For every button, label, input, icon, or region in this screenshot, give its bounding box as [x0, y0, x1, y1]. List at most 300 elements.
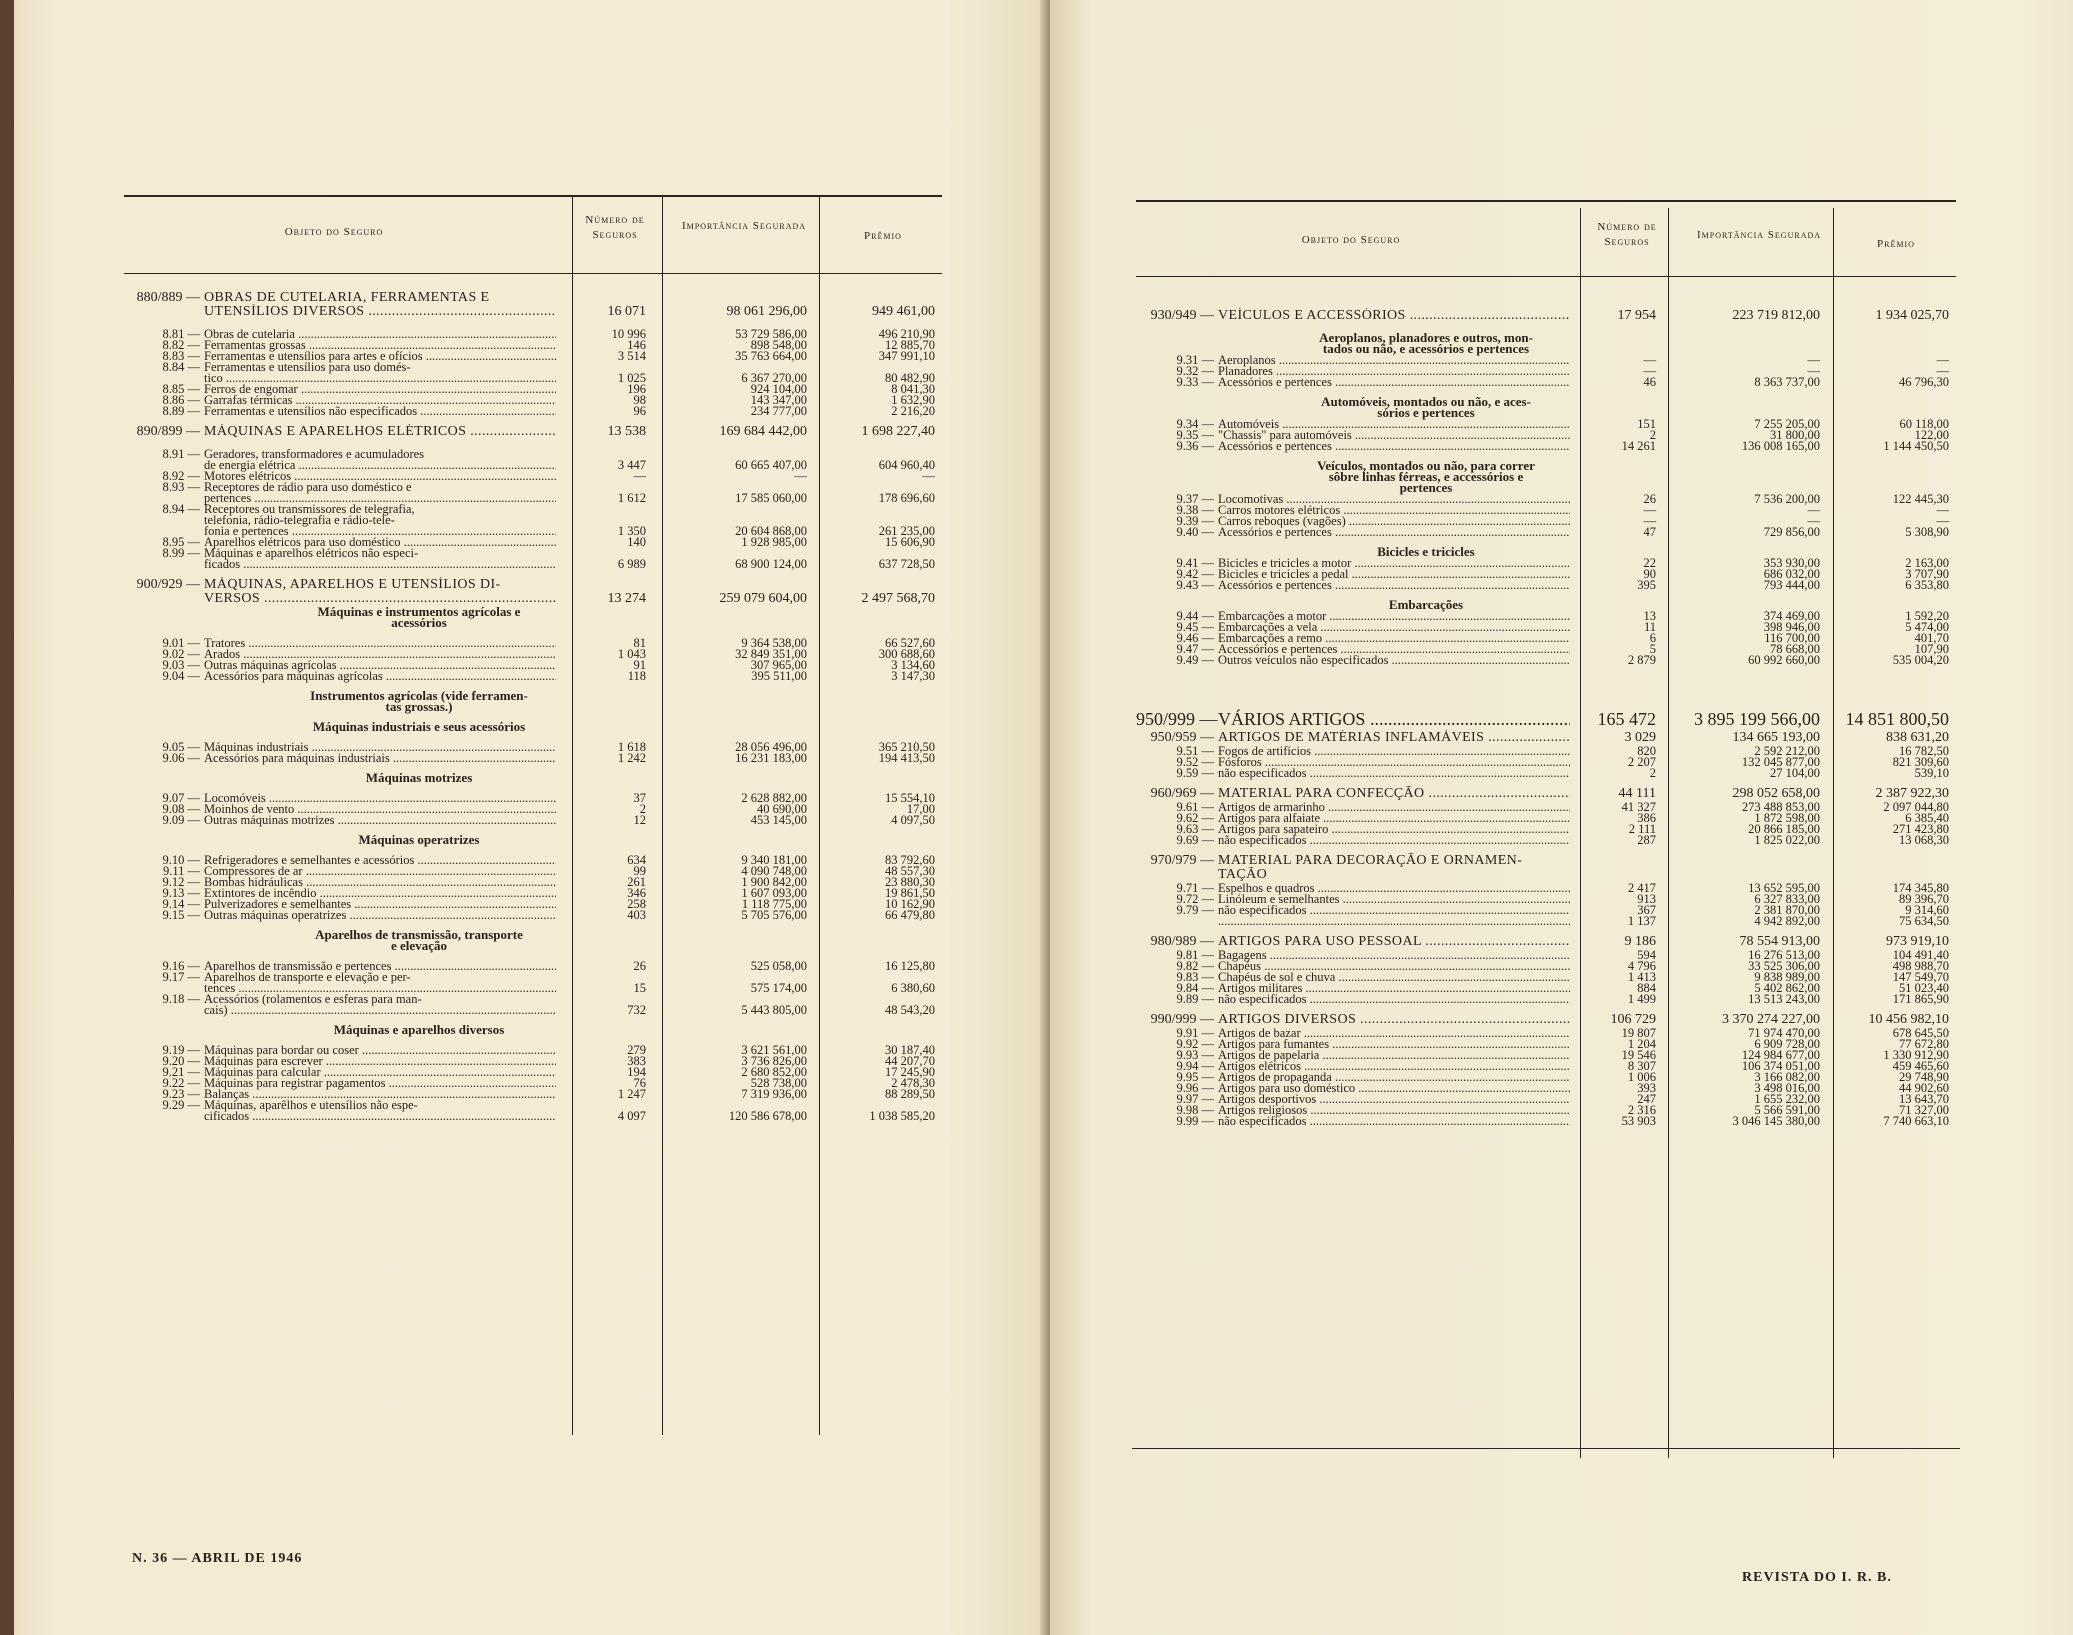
premio: 2 478,30: [891, 1076, 935, 1090]
numero-seguros: 140: [627, 535, 646, 549]
numero-seguros: 386: [1637, 811, 1656, 825]
item-code: 9.22 —: [162, 1076, 200, 1090]
item-label: MATERIAL PARA CONFECÇÃO .....: [1218, 786, 1570, 802]
premio: 60 118,00: [1899, 417, 1949, 431]
premio: 17,00: [906, 802, 935, 816]
premio: 83 792,60: [885, 853, 935, 867]
item-code: 9.97 —: [1176, 1092, 1214, 1106]
importancia-segurada: 234 777,00: [750, 404, 807, 418]
importancia-segurada: 13 652 595,00: [1748, 881, 1820, 895]
importancia-segurada: 1 872 598,00: [1754, 811, 1820, 825]
header-importancia: Importância Segurada: [1696, 229, 1822, 241]
item-label: VEÍCULOS E ACCESSÓRIOS .....: [1218, 308, 1570, 324]
importancia-segurada: 98 061 296,00: [726, 304, 807, 319]
item-label: Artigos de bazar .....: [1218, 1026, 1570, 1040]
numero-seguros: 6 989: [617, 557, 646, 571]
header-importancia: Importância Segurada: [681, 220, 807, 232]
premio: 678 645,50: [1892, 1026, 1949, 1040]
item-label: telefonia, rádio-telegrafia e rádio-tele-: [204, 513, 395, 527]
numero-seguros: 15: [633, 981, 646, 995]
item-code: 9.32 —: [1176, 364, 1214, 378]
importancia-segurada: 1 118 775,00: [741, 897, 807, 911]
item-code: 9.69 —: [1176, 833, 1214, 847]
item-label: cificados .....: [204, 1109, 556, 1123]
numero-seguros: 913: [1637, 892, 1656, 906]
item-code: 950/959 —: [1150, 730, 1214, 745]
table-row: [124, 557, 942, 571]
importancia-segurada: 528 738,00: [750, 1076, 807, 1090]
premio: 604 960,40: [878, 458, 935, 472]
item-label: tences .....: [204, 981, 556, 995]
item-code: 9.07 —: [162, 791, 200, 805]
premio: 9 314,60: [1905, 903, 1949, 917]
premio: 10 162,90: [885, 897, 935, 911]
premio: 8 041,30: [891, 382, 935, 396]
category-label: Máquinas motrizes: [365, 771, 473, 785]
item-code: 970/979 —: [1150, 853, 1214, 868]
item-label: TAÇÃO: [1218, 867, 1268, 882]
numero-seguros: 41 327: [1621, 800, 1656, 814]
importancia-segurada: 35 763 664,00: [735, 349, 807, 363]
item-label: Acessórios para máquinas agrícolas .....: [204, 669, 556, 683]
premio: 5 308,90: [1905, 525, 1949, 539]
premio: 261 235,00: [878, 524, 935, 538]
item-label: Artigos para uso doméstico .....: [1218, 1081, 1570, 1095]
premio: 4 097,50: [891, 813, 935, 827]
item-label: Chapéus de sol e chuva .....: [1218, 970, 1570, 984]
premio: 3 707,90: [1905, 567, 1949, 581]
numero-seguros: 10 996: [611, 327, 646, 341]
premio: 48 557,30: [885, 864, 935, 878]
numero-seguros: 96: [633, 404, 646, 418]
importancia-segurada: 298 052 658,00: [1732, 786, 1820, 801]
importancia-segurada: 6 367 270,00: [741, 371, 807, 385]
category-label: e elevação: [391, 939, 447, 953]
importancia-segurada: 53 729 586,00: [735, 327, 807, 341]
numero-seguros: 47: [1643, 525, 1656, 539]
numero-seguros: 1 006: [1627, 1070, 1656, 1084]
item-code: 9.33 —: [1176, 375, 1214, 389]
item-code: 980/989 —: [1150, 934, 1214, 949]
item-code: 9.03 —: [162, 658, 200, 672]
item-code: 9.08 —: [162, 802, 200, 816]
premio: 10 456 982,10: [1868, 1012, 1949, 1027]
numero-seguros: 2: [1649, 766, 1656, 780]
item-label: Artigos para fumantes .....: [1218, 1037, 1570, 1051]
numero-seguros: 8 307: [1627, 1059, 1656, 1073]
importancia-segurada: 124 984 677,00: [1741, 1048, 1820, 1062]
premio: 107,90: [1914, 642, 1949, 656]
item-label: Outros veículos não especificados .....: [1218, 653, 1570, 667]
item-label: Acessórios e pertences .....: [1218, 375, 1570, 389]
numero-seguros: 2 207: [1627, 755, 1656, 769]
item-label: Bagagens .....: [1218, 948, 1570, 962]
premio: 46 796,30: [1899, 375, 1949, 389]
item-label: Embarcações a vela .....: [1218, 620, 1570, 634]
numero-seguros: 247: [1637, 1092, 1656, 1106]
numero-seguros: 99: [633, 864, 646, 878]
item-code: 9.39 —: [1176, 514, 1214, 528]
premio: 71 327,00: [1899, 1103, 1949, 1117]
item-code: 9.49 —: [1176, 653, 1214, 667]
premio: 75 634,50: [1899, 914, 1949, 928]
premio: 2 497 568,70: [861, 591, 935, 606]
numero-seguros: 403: [627, 908, 646, 922]
item-code: 9.38 —: [1176, 503, 1214, 517]
importancia-segurada: 78 668,00: [1770, 642, 1820, 656]
item-label: Fósforos .....: [1218, 755, 1570, 769]
table-row: [124, 751, 942, 765]
premio: 147 549,70: [1892, 970, 1949, 984]
importancia-segurada: 1 825 022,00: [1754, 833, 1820, 847]
importancia-segurada: 3 046 145 380,00: [1732, 1114, 1820, 1128]
header-premio: Prêmio: [1877, 238, 1915, 250]
item-code: 9.44 —: [1176, 609, 1214, 623]
numero-seguros: 194: [627, 1065, 646, 1079]
item-label: Artigos elétricos .....: [1218, 1059, 1570, 1073]
item-code: 8.93 —: [162, 480, 200, 494]
premio: 347 991,10: [878, 349, 935, 363]
premio: 637 728,50: [878, 557, 935, 571]
importancia-segurada: 31 800,00: [1770, 428, 1820, 442]
item-code: 8.84 —: [162, 360, 200, 374]
numero-seguros: 81: [633, 636, 646, 650]
category-label: acessórios: [391, 616, 447, 630]
numero-seguros: 395: [1637, 578, 1656, 592]
item-code: 9.89 —: [1176, 992, 1214, 1006]
category-label: Máquinas operatrizes: [358, 833, 480, 847]
item-label: Carros motores elétricos .....: [1218, 503, 1570, 517]
item-label: Artigos para sapateiro .....: [1218, 822, 1570, 836]
numero-seguros: —: [633, 469, 646, 483]
premio: 838 631,20: [1886, 730, 1949, 745]
numero-seguros: 258: [627, 897, 646, 911]
importancia-segurada: 3 166 082,00: [1754, 1070, 1820, 1084]
importancia-segurada: 60 665 407,00: [735, 458, 807, 472]
premio: —: [1936, 514, 1949, 528]
item-label: Máquinas para bordar ou coser .....: [204, 1043, 556, 1057]
item-code: 9.81 —: [1176, 948, 1214, 962]
premio: 16 125,80: [885, 959, 935, 973]
numero-seguros: 6: [1649, 631, 1656, 645]
importancia-segurada: 16 231 183,00: [735, 751, 807, 765]
item-code: 880/889 —: [136, 290, 200, 305]
premio: 66 527,60: [885, 636, 935, 650]
category-label: sórios e pertences: [1377, 406, 1475, 420]
item-label: ficados .....: [204, 557, 556, 571]
numero-seguros: 13: [1643, 609, 1656, 623]
item-label: VÁRIOS ARTIGOS .....: [1218, 709, 1570, 729]
importancia-segurada: 68 900 124,00: [735, 557, 807, 571]
importancia-segurada: 453 145,00: [750, 813, 807, 827]
importancia-segurada: 5 402 862,00: [1754, 981, 1820, 995]
footer-journal: REVISTA DO I. R. B.: [1742, 1570, 1892, 1585]
numero-seguros: 196: [627, 382, 646, 396]
item-code: 9.10 —: [162, 853, 200, 867]
importancia-segurada: 3 736 826,00: [741, 1054, 807, 1068]
numero-seguros: —: [1643, 353, 1656, 367]
premio: 2 216,20: [891, 404, 935, 418]
importancia-segurada: 27 104,00: [1770, 766, 1820, 780]
numero-seguros: 17 954: [1617, 308, 1656, 323]
numero-seguros: 2 417: [1627, 881, 1656, 895]
item-code: 9.62 —: [1176, 811, 1214, 825]
section-row: [1136, 709, 1956, 729]
item-label: Máquinas industriais .....: [204, 740, 556, 754]
numero-seguros: 146: [627, 338, 646, 352]
item-label: Aparelhos elétricos para uso doméstico .....: [204, 535, 556, 549]
item-label: Receptores de rádio para uso doméstico e: [204, 480, 412, 494]
numero-seguros: 279: [627, 1043, 646, 1057]
numero-seguros: 1 204: [1627, 1037, 1656, 1051]
item-code: 9.82 —: [1176, 959, 1214, 973]
importancia-segurada: 2 680 852,00: [741, 1065, 807, 1079]
category-label: Aparelhos de transmissão, transporte: [315, 928, 523, 942]
item-code: 9.34 —: [1176, 417, 1214, 431]
premio: 1 144 450,50: [1883, 439, 1949, 453]
premio: 12 885,70: [885, 338, 935, 352]
premio: 459 465,60: [1892, 1059, 1949, 1073]
item-label: Moinhos de vento .....: [204, 802, 556, 816]
importancia-segurada: 3 895 199 566,00: [1694, 709, 1820, 729]
importancia-segurada: 3 370 274 227,00: [1722, 1012, 1820, 1027]
premio: 80 482,90: [885, 371, 935, 385]
premio: 122 445,30: [1892, 492, 1949, 506]
premio: 89 396,70: [1899, 892, 1949, 906]
item-code: 9.20 —: [162, 1054, 200, 1068]
item-code: 9.52 —: [1176, 755, 1214, 769]
item-code: 9.93 —: [1176, 1048, 1214, 1062]
item-label: Artigos de propaganda .....: [1218, 1070, 1570, 1084]
item-label: não especificados .....: [1218, 766, 1570, 780]
importancia-segurada: 1 655 232,00: [1754, 1092, 1820, 1106]
category-heading: [124, 1023, 942, 1037]
premio: 66 479,80: [885, 908, 935, 922]
premio: 15 606,90: [885, 535, 935, 549]
premio: 821 309,60: [1892, 755, 1949, 769]
premio: 300 688,60: [878, 647, 935, 661]
item-label: Chapéus .....: [1218, 959, 1570, 973]
table-row: [1136, 992, 1956, 1006]
numero-seguros: 2 316: [1627, 1103, 1656, 1117]
importancia-segurada: 5 705 576,00: [741, 908, 807, 922]
table-row: [1136, 578, 1956, 592]
importancia-segurada: 374 469,00: [1763, 609, 1820, 623]
numero-seguros: 634: [627, 853, 646, 867]
importancia-segurada: 4 090 748,00: [741, 864, 807, 878]
item-code: 9.63 —: [1176, 822, 1214, 836]
importancia-segurada: 273 488 853,00: [1741, 800, 1820, 814]
importancia-segurada: 395 511,00: [751, 669, 807, 683]
item-label: Compressores de ar .....: [204, 864, 556, 878]
item-code: 9.72 —: [1176, 892, 1214, 906]
item-label: Arados .....: [204, 647, 556, 661]
item-label: Aparelhos de transmissão e pertences .....: [204, 959, 556, 973]
numero-seguros: 2: [1649, 428, 1656, 442]
premio: 3 134,60: [891, 658, 935, 672]
item-label: [1218, 914, 1570, 928]
item-label: OBRAS DE CUTELARIA, FERRAMENTAS E: [204, 290, 490, 305]
category-label: Instrumentos agrícolas (vide ferramen-: [310, 689, 528, 703]
item-code: 8.86 —: [162, 393, 200, 407]
premio: 122,00: [1914, 428, 1949, 442]
importancia-segurada: 6 327 833,00: [1754, 892, 1820, 906]
importancia-segurada: 1 928 985,00: [741, 535, 807, 549]
importancia-segurada: —: [1807, 353, 1820, 367]
numero-seguros: 367: [1637, 903, 1656, 917]
item-code: 9.46 —: [1176, 631, 1214, 645]
premio: 178 696,60: [878, 491, 935, 505]
item-label: Fogos de artifícios .....: [1218, 744, 1570, 758]
table-row: [1136, 525, 1956, 539]
numero-seguros: 16 071: [607, 304, 646, 319]
importancia-segurada: 575 174,00: [750, 981, 807, 995]
item-label: Outras máquinas agrícolas .....: [204, 658, 556, 672]
numero-seguros: 91: [633, 658, 646, 672]
item-label: Linóleum e semelhantes .....: [1218, 892, 1570, 906]
table-top-rule: [1136, 200, 1956, 202]
item-label: ARTIGOS DE MATÉRIAS INFLAMÁVEIS .....: [1218, 730, 1570, 746]
item-code: 8.82 —: [162, 338, 200, 352]
item-label: cais) .....: [204, 1003, 556, 1017]
item-code: 9.19 —: [162, 1043, 200, 1057]
item-label: Obras de cutelaria .....: [204, 327, 556, 341]
premio: 6 380,60: [891, 981, 935, 995]
category-heading: [124, 700, 942, 714]
importancia-segurada: 398 946,00: [1763, 620, 1820, 634]
numero-seguros: 106 729: [1610, 1012, 1656, 1027]
item-label: UTENSÍLIOS DIVERSOS .....: [204, 304, 556, 320]
numero-seguros: 732: [627, 1003, 646, 1017]
item-code: 9.11 —: [162, 864, 200, 878]
importancia-segurada: 729 856,00: [1763, 525, 1820, 539]
right-page: [1050, 0, 2073, 1635]
importancia-segurada: 7 255 205,00: [1754, 417, 1820, 431]
numero-seguros: 346: [627, 886, 646, 900]
importancia-segurada: 78 554 913,00: [1739, 934, 1820, 949]
category-label: Máquinas e instrumentos agrícolas e: [317, 605, 521, 619]
item-label: de energia elétrica .....: [204, 458, 556, 472]
numero-seguros: 13 274: [607, 591, 646, 606]
importancia-segurada: 106 374 051,00: [1741, 1059, 1820, 1073]
item-code: 9.47 —: [1176, 642, 1214, 656]
item-label: Ferramentas e utensílios não especificados .....: [204, 404, 556, 418]
item-code: 9.41 —: [1176, 556, 1214, 570]
item-code: 8.99 —: [162, 546, 200, 560]
importancia-segurada: 7 319 936,00: [741, 1087, 807, 1101]
item-label: Bombas hidráulicas .....: [204, 875, 556, 889]
item-label: fonia e pertences .....: [204, 524, 556, 538]
importancia-segurada: 4 942 892,00: [1754, 914, 1820, 928]
item-code: 9.09 —: [162, 813, 200, 827]
numero-seguros: 3 514: [617, 349, 646, 363]
importancia-segurada: 3 498 016,00: [1754, 1081, 1820, 1095]
numero-seguros: 76: [633, 1076, 646, 1090]
item-label: Máquinas, aparêlhos e utensílios não espe-: [204, 1098, 418, 1112]
category-heading: [124, 939, 942, 953]
item-label: ARTIGOS PARA USO PESSOAL .....: [1218, 934, 1570, 950]
header-objeto: Objeto do Seguro: [284, 226, 384, 238]
premio: 19 861,50: [885, 886, 935, 900]
item-label: Refrigeradores e semelhantes e acessórios .....: [204, 853, 556, 867]
premio: —: [922, 469, 935, 483]
category-label: Automóveis, montados ou não, e aces-: [1321, 395, 1531, 409]
premio: 535 004,20: [1892, 653, 1949, 667]
item-label: Extintores de incêndio .....: [204, 886, 556, 900]
item-code: 9.35 —: [1176, 428, 1214, 442]
item-code: 9.31 —: [1176, 353, 1214, 367]
importancia-segurada: 793 444,00: [1763, 578, 1820, 592]
item-label: Ferramentas e utensílios para uso domés-: [204, 360, 411, 374]
item-label: Artigos para alfaiate .....: [1218, 811, 1570, 825]
numero-seguros: 1 247: [617, 1087, 646, 1101]
premio: 496 210,90: [878, 327, 935, 341]
importancia-segurada: 132 045 877,00: [1741, 755, 1820, 769]
importancia-segurada: 143 347,00: [750, 393, 807, 407]
item-label: Aparelhos de transporte e elevação e per-: [204, 970, 411, 984]
importancia-segurada: —: [794, 469, 807, 483]
item-code: 8.94 —: [162, 502, 200, 516]
importancia-segurada: —: [1807, 514, 1820, 528]
importancia-segurada: 13 513 243,00: [1748, 992, 1820, 1006]
premio: 48 543,20: [885, 1003, 935, 1017]
item-code: 9.98 —: [1176, 1103, 1214, 1117]
numero-seguros: 2 879: [1627, 653, 1656, 667]
left-page: [14, 0, 1050, 1635]
table-row: [1136, 375, 1956, 389]
item-code: 9.79 —: [1176, 903, 1214, 917]
numero-seguros: 1 413: [1627, 970, 1656, 984]
numero-seguros: 2 111: [1628, 822, 1656, 836]
importancia-segurada: 28 056 496,00: [735, 740, 807, 754]
numero-seguros: —: [1643, 364, 1656, 378]
item-label: não especificados .....: [1218, 903, 1570, 917]
premio: 498 988,70: [1892, 959, 1949, 973]
importancia-segurada: 6 909 728,00: [1754, 1037, 1820, 1051]
item-code: 9.17 —: [162, 970, 200, 984]
numero-seguros: 820: [1637, 744, 1656, 758]
importancia-segurada: 3 621 561,00: [741, 1043, 807, 1057]
table-row: [1136, 766, 1956, 780]
item-label: Máquinas e aparelhos elétricos não especi-: [204, 546, 419, 560]
numero-seguros: 53 903: [1621, 1114, 1656, 1128]
numero-seguros: 3 447: [617, 458, 646, 472]
item-label: Outras máquinas motrizes .....: [204, 813, 556, 827]
importancia-segurada: 16 276 513,00: [1748, 948, 1820, 962]
item-code: 8.95 —: [162, 535, 200, 549]
numero-seguros: 1 350: [617, 524, 646, 538]
importancia-segurada: —: [1807, 503, 1820, 517]
premio: 365 210,50: [878, 740, 935, 754]
item-label: ARTIGOS DIVERSOS .....: [1218, 1012, 1570, 1028]
importancia-segurada: 898 548,00: [750, 338, 807, 352]
item-code: 9.13 —: [162, 886, 200, 900]
item-label: Artigos desportivos .....: [1218, 1092, 1570, 1106]
item-code: 9.18 —: [162, 992, 200, 1006]
item-label: não especificados .....: [1218, 833, 1570, 847]
item-label: Máquinas para registrar pagamentos .....: [204, 1076, 556, 1090]
item-code: 890/899 —: [136, 424, 200, 439]
premio: 3 147,30: [891, 669, 935, 683]
table-row: [124, 908, 942, 922]
table-row: [124, 1109, 942, 1123]
numero-seguros: 1 612: [617, 491, 646, 505]
numero-seguros: 13 538: [607, 424, 646, 439]
item-code: 9.95 —: [1176, 1070, 1214, 1084]
category-label: Bicicles e tricicles: [1377, 545, 1475, 559]
item-code: 9.71 —: [1176, 881, 1214, 895]
numero-seguros: 165 472: [1597, 709, 1656, 729]
